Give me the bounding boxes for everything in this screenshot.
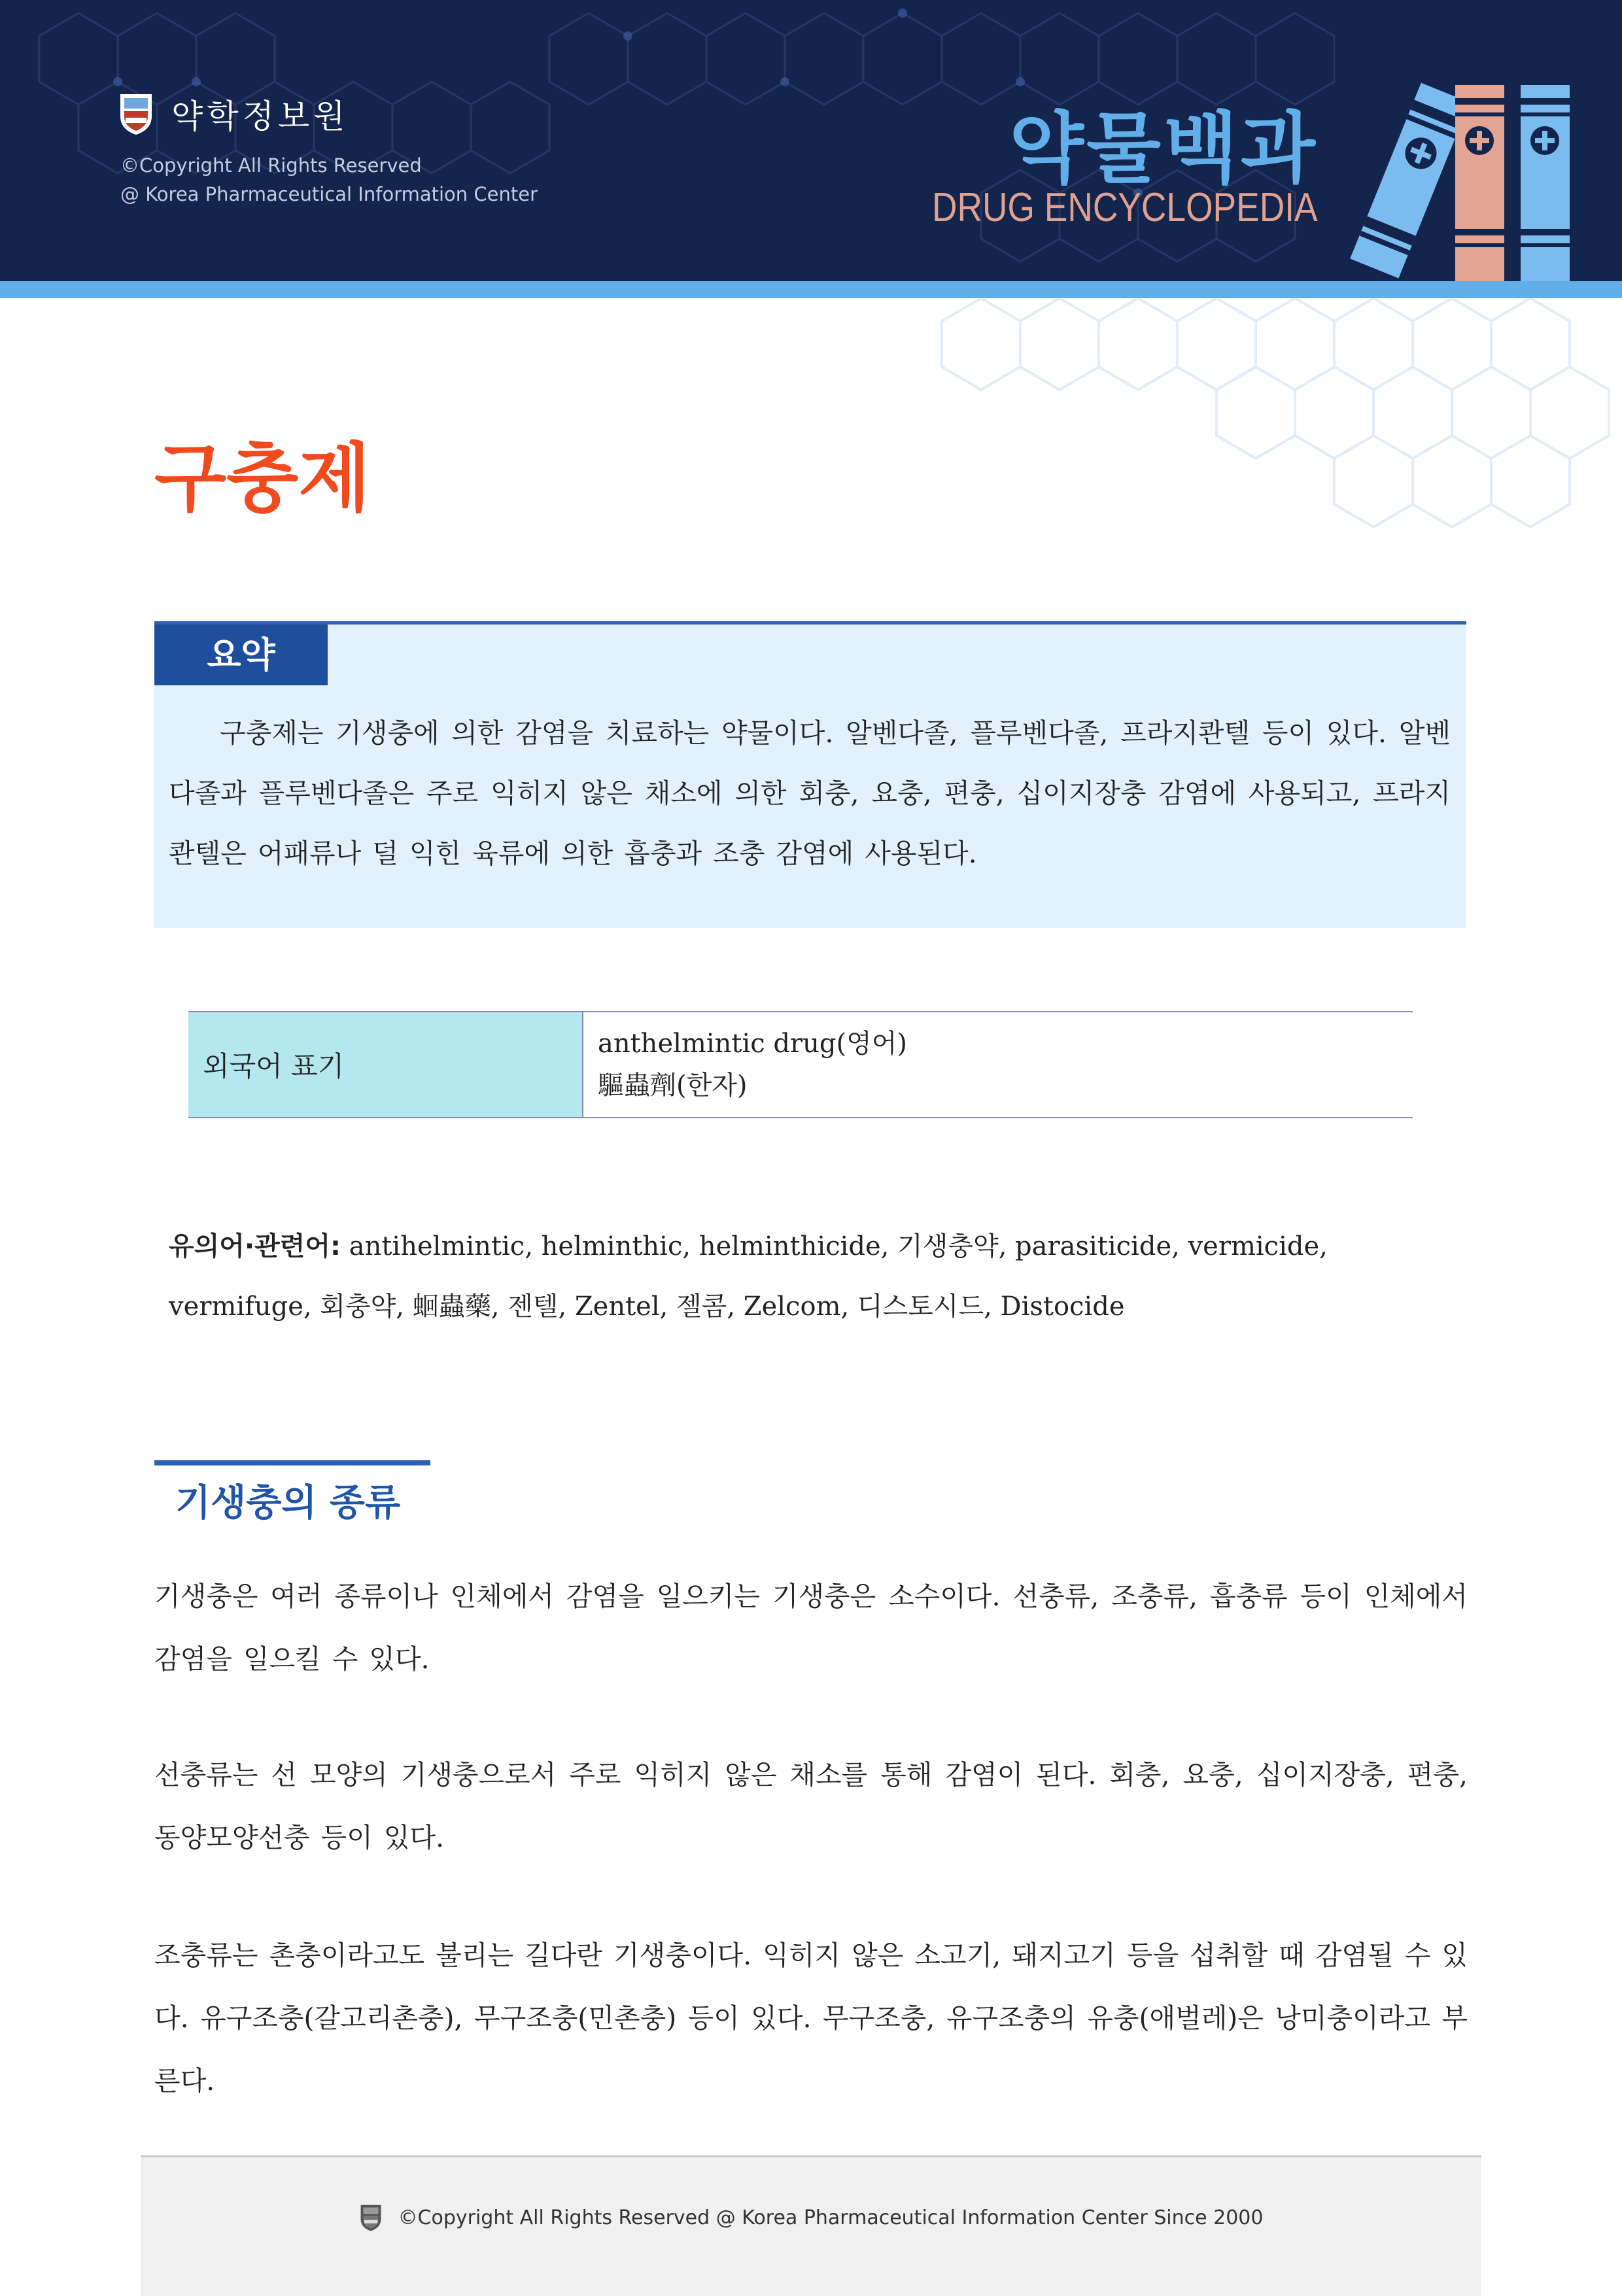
header-banner [0, 0, 1622, 281]
kpic-shield-logo-icon [359, 2203, 383, 2232]
encyclopedia-title-english: DRUG ENCYCLOPEDIA [932, 185, 1318, 230]
synonyms-text: antihelmintic, helminthic, helminthicide, 기생충약, parasiticide, vermicide, vermifuge, 회충약, 蛔蟲藥, 젠텔, Zentel, 젤콤, Zelcom, 디스토시드, Distocide [169, 1231, 1328, 1322]
section-heading-bar [154, 1460, 430, 1465]
table-row [188, 1012, 1413, 1118]
foreign-name-hanja: 驅蟲劑(한자) [598, 1071, 748, 1101]
foreign-names-values [583, 1012, 1413, 1118]
kpic-shield-logo-icon [118, 92, 154, 136]
page-footer [141, 2155, 1481, 2296]
header-copyright-line2: @ Korea Pharmaceutical Information Center [120, 183, 538, 205]
header-copyright-line1: ©Copyright All Rights Reserved [120, 154, 422, 177]
page-title: 구충제 [154, 435, 371, 522]
summary-label: 요약 [154, 625, 328, 685]
footer-copyright: ©Copyright All Rights Reserved @ Korea Pharmaceutical Information Center Since 2000 [398, 2206, 1264, 2229]
encyclopedia-title-korean: 약물백과 [1009, 103, 1318, 194]
synonyms-paragraph [169, 1216, 1451, 1337]
section-paragraph-1: 기생충은 여러 종류이나 인체에서 감염을 일으키는 기생충은 소수이다. 선충류, 조충류, 흡충류 등이 인체에서 감염을 일으킬 수 있다. [154, 1581, 1468, 1675]
header-accent-stripe [0, 281, 1622, 298]
section-paragraph-2: 선충류는 선 모양의 기생충으로서 주로 익히지 않은 채소를 통해 감염이 된다. 회충, 요충, 십이지장충, 편충, 동양모양선충 등이 있다. [154, 1759, 1468, 1853]
foreign-name-english: anthelmintic drug(영어) [598, 1029, 907, 1059]
summary-text: 구충제는 기생충에 의한 감염을 치료하는 약물이다. 알벤다졸, 플루벤다졸, 프라지콴텔 등이 있다. 알벤다졸과 플루벤다졸은 주로 익히지 않은 채소에 의한 회충, 요충, 편충, 십이지장충 감염에 사용되고, 프라지콴텔은 어패류나 덜 익힌 육류에 의한 흡충과 조충 감염에 사용된다. [169, 717, 1451, 869]
section-paragraph-3: 조충류는 촌충이라고도 불리는 길다란 기생충이다. 익히지 않은 소고기, 돼지고기 등을 섭취할 때 감염될 수 있다. 유구조충(갈고리촌충), 무구조충(민촌충) 등이 있다. 무구조충, 유구조충의 유충(애벌레)은 낭미충이라고 부른다. [154, 1940, 1468, 2097]
organization-name: 약학정보원 [171, 97, 349, 135]
medical-books-icon [1334, 72, 1576, 281]
summary-box [154, 621, 1466, 928]
section-heading: 기생충의 종류 [175, 1482, 401, 1524]
footer-content [141, 2203, 1481, 2232]
synonyms-label: 유의어·관련어: [169, 1231, 341, 1261]
foreign-names-label: 외국어 표기 [188, 1012, 583, 1118]
organization-logo-row [118, 90, 349, 137]
foreign-names-table [188, 1011, 1413, 1118]
hexagon-decoration [903, 298, 1622, 573]
